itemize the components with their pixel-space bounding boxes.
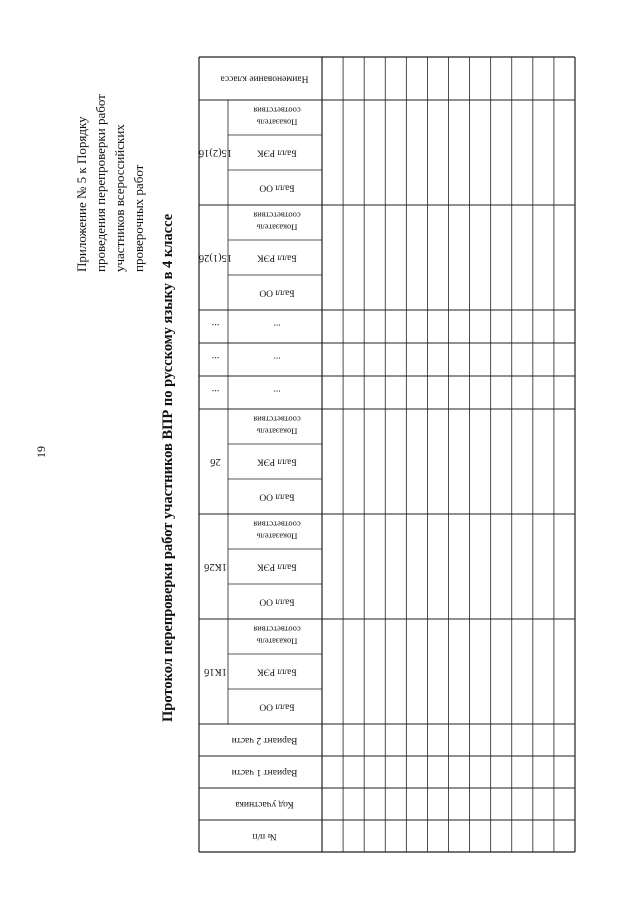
column-subheader: Показательсоответствия xyxy=(253,414,301,437)
appendix-line: проведения перепроверки работ xyxy=(93,94,108,272)
column-subheader: Балл ОО xyxy=(259,287,295,298)
column-subheader: ... xyxy=(273,387,281,398)
column-subheader: Показательсоответствия xyxy=(253,519,301,542)
column-subheader: Балл ОО xyxy=(259,701,295,712)
appendix-line: Приложение № 5 к Порядку xyxy=(74,116,89,272)
task-group-label: 15(2)1б xyxy=(198,147,233,159)
task-group-label: 1К1б xyxy=(204,666,227,678)
column-subheader: Показательсоответствия xyxy=(253,105,301,128)
task-group-label: ... xyxy=(211,354,220,366)
task-group-label: 15(1)2б xyxy=(198,252,233,264)
column-header: Вариант 2 части xyxy=(231,734,298,745)
column-header: № п/п xyxy=(252,830,277,841)
column-subheader: Показательсоответствия xyxy=(253,624,301,647)
column-subheader: Балл РЭК xyxy=(257,561,297,572)
task-group-label: ... xyxy=(211,321,220,333)
task-group-label: 1К2б xyxy=(204,561,227,573)
column-header: Наименование класса xyxy=(220,73,309,84)
column-subheader: ... xyxy=(273,354,281,365)
column-subheader: Балл РЭК xyxy=(257,147,297,158)
column-subheader: Балл РЭК xyxy=(257,666,297,677)
document-title: Протокол перепроверки работ участников ВПР по русскому языку в 4 классе xyxy=(160,213,176,722)
column-header: Код участника xyxy=(235,798,294,809)
column-subheader: Балл ОО xyxy=(259,596,295,607)
column-header: Вариант 1 части xyxy=(231,766,298,777)
appendix-line: проверочных работ xyxy=(131,164,146,272)
column-subheader: Балл ОО xyxy=(259,182,295,193)
column-subheader: ... xyxy=(273,321,281,332)
column-subheader: Балл РЭК xyxy=(257,252,297,263)
page-number: 19 xyxy=(34,446,48,458)
task-group-label: 2б xyxy=(210,456,221,468)
appendix-line: участников всероссийских xyxy=(112,124,127,272)
column-subheader: Балл ОО xyxy=(259,491,295,502)
column-subheader: Показательсоответствия xyxy=(253,210,301,233)
column-subheader: Балл РЭК xyxy=(257,456,297,467)
task-group-label: ... xyxy=(211,387,220,399)
